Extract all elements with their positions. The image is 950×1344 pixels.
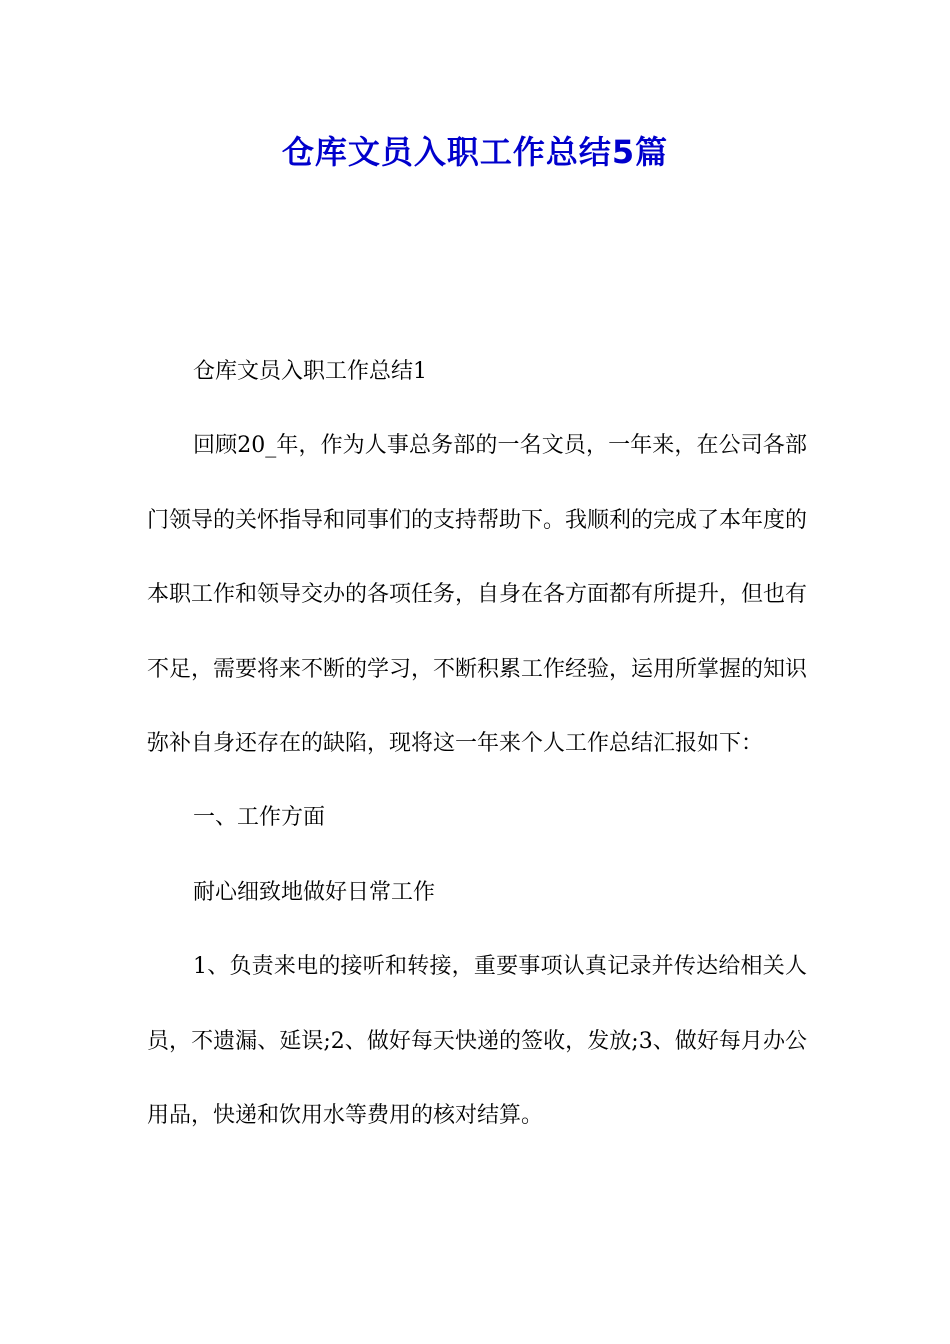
section-heading: 仓库文员入职工作总结1 [193,359,427,384]
body-paragraph: 1、负责来电的接听和转接，重要事项认真记录并传达给相关人员，不遗漏、延误;2、做好每天快递的签收，发放;3、做好每月办公用品，快递和饮用水等费用的核对结算。 [147,954,807,1129]
document-body [147,335,807,1153]
document-title: 仓库文员入职工作总结5篇 [281,133,669,171]
section-heading: 一、工作方面 [193,805,326,831]
body-paragraph: 回顾20_年，作为人事总务部的一名文员，一年来，在公司各部门领导的关怀指导和同事们的支持帮助下。我顺利的完成了本年度的本职工作和领导交办的各项任务，自身在各方面都有所提升，但也有不足，需要将来不断的学习，不断积累工作经验，运用所掌握的知识弥补自身还存在的缺陷，现将这一年来个人工作总结汇报如下： [147,433,808,757]
subsection-heading: 耐心细致地做好日常工作 [193,879,436,905]
